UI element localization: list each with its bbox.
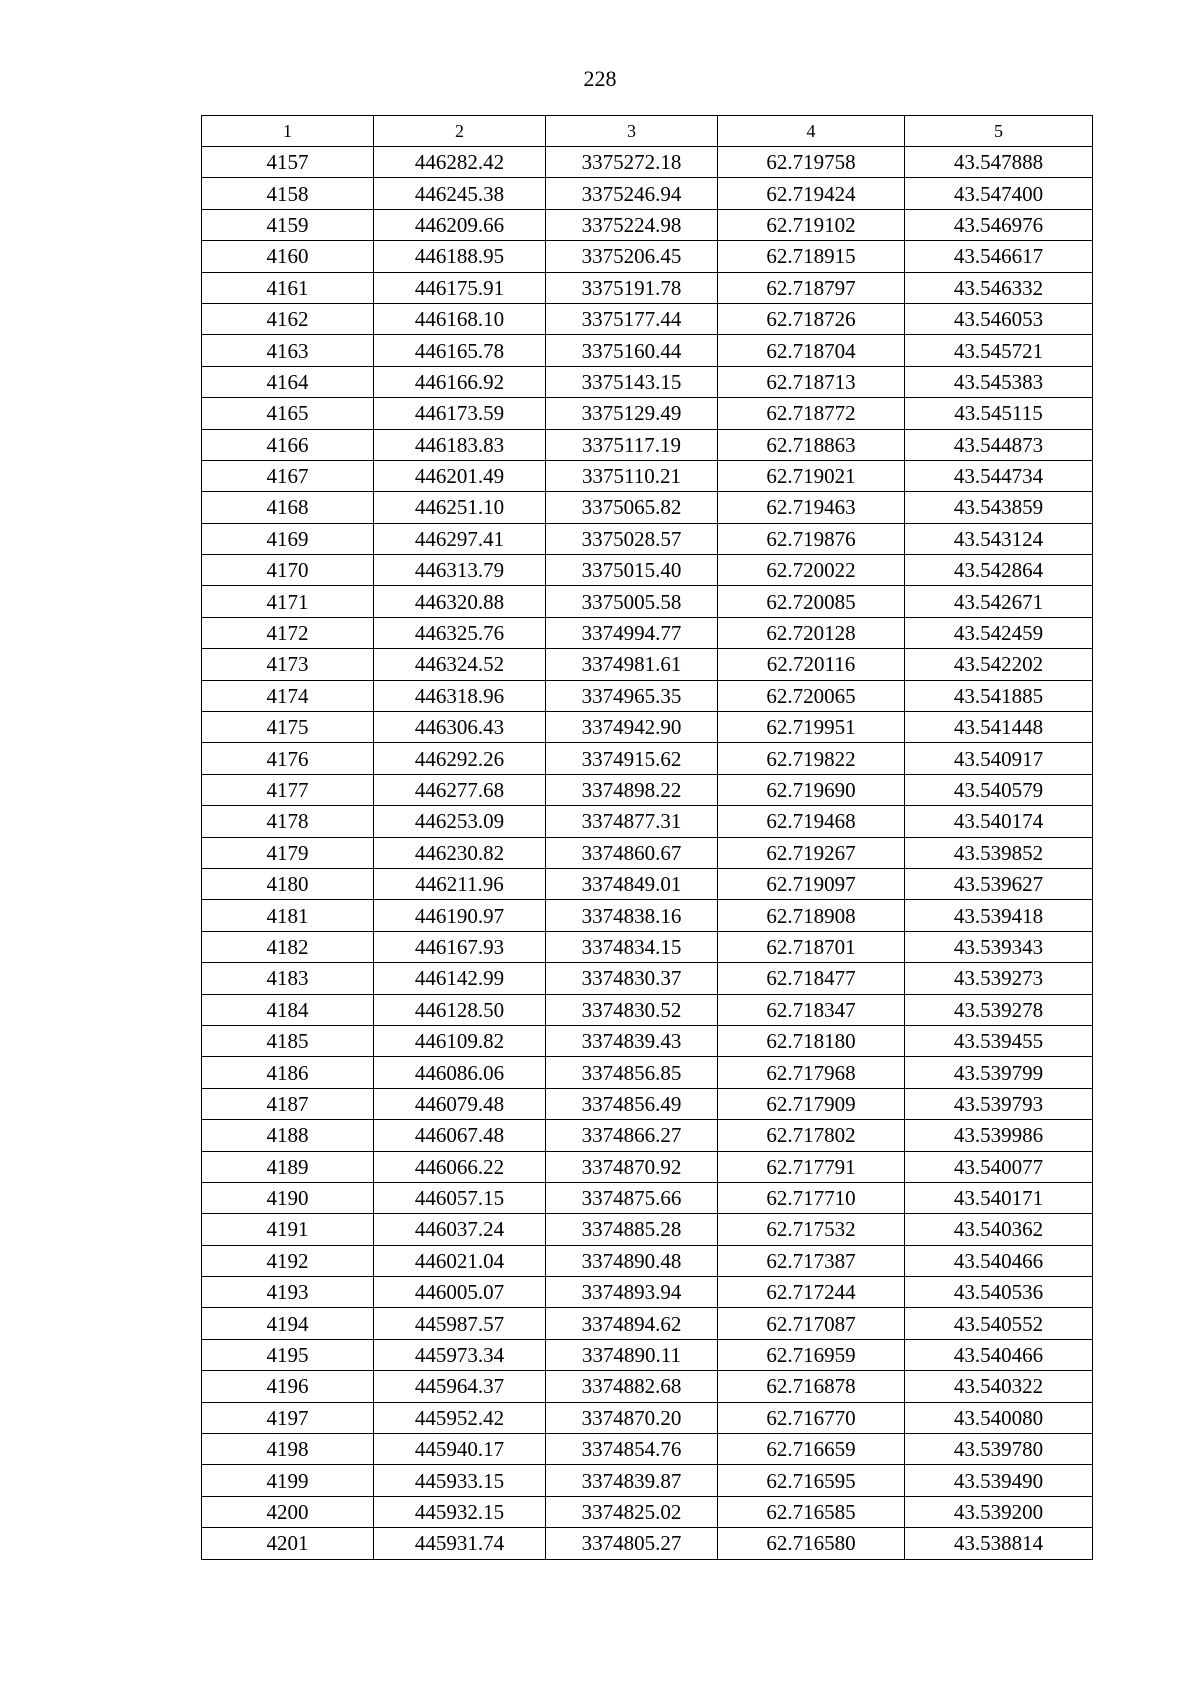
table-cell: 445964.37 [374, 1371, 546, 1402]
table-cell: 62.717968 [718, 1057, 905, 1088]
table-cell: 4167 [202, 460, 374, 491]
table-cell: 43.540536 [905, 1277, 1093, 1308]
table-cell: 4193 [202, 1277, 374, 1308]
table-cell: 4191 [202, 1214, 374, 1245]
table-cell: 3374825.02 [546, 1496, 718, 1527]
table-cell: 62.716585 [718, 1496, 905, 1527]
table-cell: 4183 [202, 963, 374, 994]
table-row [202, 1339, 1093, 1370]
page-number: 228 [583, 66, 617, 91]
table-cell: 62.717909 [718, 1088, 905, 1119]
table-cell: 43.542864 [905, 555, 1093, 586]
table-row [202, 555, 1093, 586]
table-cell: 3374981.61 [546, 649, 718, 680]
table-cell: 62.717532 [718, 1214, 905, 1245]
table-cell: 62.718863 [718, 429, 905, 460]
table-cell: 43.540171 [905, 1182, 1093, 1213]
table-cell: 43.544734 [905, 460, 1093, 491]
table-cell: 43.540466 [905, 1339, 1093, 1370]
table-cell: 4162 [202, 303, 374, 334]
table-cell: 3374870.20 [546, 1402, 718, 1433]
table-cell: 62.720065 [718, 680, 905, 711]
table-cell: 4179 [202, 837, 374, 868]
table-cell: 446066.22 [374, 1151, 546, 1182]
table-cell: 446190.97 [374, 900, 546, 931]
table-cell: 43.539799 [905, 1057, 1093, 1088]
table-cell: 3375143.15 [546, 366, 718, 397]
table-cell: 3374893.94 [546, 1277, 718, 1308]
table-cell: 446209.66 [374, 209, 546, 240]
table-row [202, 1057, 1093, 1088]
table-row [202, 209, 1093, 240]
table-cell: 3374830.52 [546, 994, 718, 1025]
table-cell: 4169 [202, 523, 374, 554]
table-cell: 4184 [202, 994, 374, 1025]
table-cell: 62.718915 [718, 241, 905, 272]
table-cell: 62.717802 [718, 1120, 905, 1151]
table-cell: 62.716580 [718, 1528, 905, 1559]
table-cell: 4177 [202, 774, 374, 805]
table-cell: 43.541885 [905, 680, 1093, 711]
table-cell: 446277.68 [374, 774, 546, 805]
table-cell: 4170 [202, 555, 374, 586]
table-cell: 3374877.31 [546, 806, 718, 837]
table-cell: 445952.42 [374, 1402, 546, 1433]
table-cell: 43.541448 [905, 712, 1093, 743]
table-cell: 62.717244 [718, 1277, 905, 1308]
table-cell: 4174 [202, 680, 374, 711]
table-cell: 3374915.62 [546, 743, 718, 774]
table-row [202, 1151, 1093, 1182]
table-cell: 62.719690 [718, 774, 905, 805]
table-cell: 62.719468 [718, 806, 905, 837]
table-cell: 43.542459 [905, 617, 1093, 648]
table-cell: 43.539273 [905, 963, 1093, 994]
table-cell: 4192 [202, 1245, 374, 1276]
table-cell: 446324.52 [374, 649, 546, 680]
table-row [202, 178, 1093, 209]
table-cell: 3375272.18 [546, 147, 718, 178]
table-cell: 62.720116 [718, 649, 905, 680]
table-cell: 3375224.98 [546, 209, 718, 240]
table-row [202, 931, 1093, 962]
table-cell: 43.539455 [905, 1025, 1093, 1056]
table-cell: 62.718180 [718, 1025, 905, 1056]
table-cell: 62.719021 [718, 460, 905, 491]
table-cell: 62.719758 [718, 147, 905, 178]
table-cell: 62.719951 [718, 712, 905, 743]
table-cell: 43.542202 [905, 649, 1093, 680]
table-cell: 43.540322 [905, 1371, 1093, 1402]
table-cell: 62.718713 [718, 366, 905, 397]
table-cell: 3374882.68 [546, 1371, 718, 1402]
table-row [202, 1496, 1093, 1527]
table-cell: 4161 [202, 272, 374, 303]
table-cell: 43.546976 [905, 209, 1093, 240]
table-cell: 43.539418 [905, 900, 1093, 931]
table-cell: 62.718701 [718, 931, 905, 962]
table-cell: 4200 [202, 1496, 374, 1527]
table-cell: 43.540362 [905, 1214, 1093, 1245]
table-cell: 445973.34 [374, 1339, 546, 1370]
table-row [202, 335, 1093, 366]
table-cell: 4165 [202, 398, 374, 429]
table-row [202, 1528, 1093, 1559]
table-cell: 43.540080 [905, 1402, 1093, 1433]
table-cell: 3374839.43 [546, 1025, 718, 1056]
table-cell: 446313.79 [374, 555, 546, 586]
table-cell: 3375005.58 [546, 586, 718, 617]
table-cell: 4171 [202, 586, 374, 617]
table-cell: 62.716959 [718, 1339, 905, 1370]
table-cell: 62.718477 [718, 963, 905, 994]
table-row [202, 1277, 1093, 1308]
table-cell: 43.546053 [905, 303, 1093, 334]
table-cell: 3375206.45 [546, 241, 718, 272]
table-cell: 446306.43 [374, 712, 546, 743]
table-cell: 43.543859 [905, 492, 1093, 523]
table-cell: 3374838.16 [546, 900, 718, 931]
table-cell: 446021.04 [374, 1245, 546, 1276]
table-cell: 4197 [202, 1402, 374, 1433]
table-row [202, 460, 1093, 491]
table-cell: 446167.93 [374, 931, 546, 962]
table-row [202, 1465, 1093, 1496]
table-cell: 43.539490 [905, 1465, 1093, 1496]
table-cell: 62.719463 [718, 492, 905, 523]
table-row [202, 1308, 1093, 1339]
table-cell: 4157 [202, 147, 374, 178]
table-cell: 446037.24 [374, 1214, 546, 1245]
table-cell: 62.716595 [718, 1465, 905, 1496]
table-row [202, 1371, 1093, 1402]
table-cell: 62.717387 [718, 1245, 905, 1276]
table-cell: 43.546332 [905, 272, 1093, 303]
table-cell: 446297.41 [374, 523, 546, 554]
column-header: 5 [905, 116, 1093, 147]
table-cell: 4178 [202, 806, 374, 837]
table-cell: 62.720022 [718, 555, 905, 586]
table-cell: 62.716659 [718, 1434, 905, 1465]
table-cell: 62.720128 [718, 617, 905, 648]
table-cell: 446079.48 [374, 1088, 546, 1119]
table-cell: 4180 [202, 868, 374, 899]
table-cell: 446109.82 [374, 1025, 546, 1056]
table-cell: 446168.10 [374, 303, 546, 334]
table-cell: 3375160.44 [546, 335, 718, 366]
table-cell: 43.539278 [905, 994, 1093, 1025]
table-cell: 446086.06 [374, 1057, 546, 1088]
table-cell: 4187 [202, 1088, 374, 1119]
table-cell: 446166.92 [374, 366, 546, 397]
table-cell: 62.716770 [718, 1402, 905, 1433]
table-cell: 3374849.01 [546, 868, 718, 899]
table-cell: 445987.57 [374, 1308, 546, 1339]
table-cell: 43.540579 [905, 774, 1093, 805]
table-cell: 62.719822 [718, 743, 905, 774]
table-cell: 4164 [202, 366, 374, 397]
table-row [202, 429, 1093, 460]
table-cell: 446057.15 [374, 1182, 546, 1213]
table-cell: 4163 [202, 335, 374, 366]
table-cell: 3374839.87 [546, 1465, 718, 1496]
table-row [202, 586, 1093, 617]
table-row [202, 774, 1093, 805]
table-cell: 446230.82 [374, 837, 546, 868]
table-cell: 4185 [202, 1025, 374, 1056]
table-row [202, 398, 1093, 429]
table-cell: 43.547400 [905, 178, 1093, 209]
table-row [202, 1402, 1093, 1433]
table-cell: 3375065.82 [546, 492, 718, 523]
table-row [202, 837, 1093, 868]
table-cell: 62.718704 [718, 335, 905, 366]
table-cell: 62.718908 [718, 900, 905, 931]
table-row [202, 1025, 1093, 1056]
table-cell: 43.545721 [905, 335, 1093, 366]
table-cell: 62.717791 [718, 1151, 905, 1182]
table-cell: 446165.78 [374, 335, 546, 366]
column-header: 3 [546, 116, 718, 147]
table-row [202, 492, 1093, 523]
table-cell: 446318.96 [374, 680, 546, 711]
table-cell: 3374854.76 [546, 1434, 718, 1465]
table-cell: 62.717710 [718, 1182, 905, 1213]
table-cell: 62.720085 [718, 586, 905, 617]
table-cell: 43.545383 [905, 366, 1093, 397]
table-cell: 3375246.94 [546, 178, 718, 209]
table-row [202, 1182, 1093, 1213]
table-row [202, 1214, 1093, 1245]
table-cell: 43.539343 [905, 931, 1093, 962]
table-cell: 4190 [202, 1182, 374, 1213]
table-cell: 446320.88 [374, 586, 546, 617]
table-cell: 4158 [202, 178, 374, 209]
table-cell: 445933.15 [374, 1465, 546, 1496]
table-cell: 62.716878 [718, 1371, 905, 1402]
table-cell: 3374866.27 [546, 1120, 718, 1151]
table-cell: 3374885.28 [546, 1214, 718, 1245]
table-cell: 4181 [202, 900, 374, 931]
column-header: 2 [374, 116, 546, 147]
table-cell: 3375177.44 [546, 303, 718, 334]
table-cell: 62.717087 [718, 1308, 905, 1339]
table-cell: 43.544873 [905, 429, 1093, 460]
table-cell: 43.547888 [905, 147, 1093, 178]
table-cell: 3375129.49 [546, 398, 718, 429]
table-row [202, 241, 1093, 272]
table-cell: 446188.95 [374, 241, 546, 272]
table-cell: 446067.48 [374, 1120, 546, 1151]
table-cell: 446175.91 [374, 272, 546, 303]
table-cell: 43.538814 [905, 1528, 1093, 1559]
table-row [202, 1088, 1093, 1119]
table-cell: 3375028.57 [546, 523, 718, 554]
table-cell: 3374875.66 [546, 1182, 718, 1213]
table-cell: 3375117.19 [546, 429, 718, 460]
table-cell: 3374965.35 [546, 680, 718, 711]
table-row [202, 272, 1093, 303]
table-cell: 446128.50 [374, 994, 546, 1025]
table-cell: 3374942.90 [546, 712, 718, 743]
table-cell: 3374894.62 [546, 1308, 718, 1339]
table-row [202, 963, 1093, 994]
table-cell: 4198 [202, 1434, 374, 1465]
table-cell: 3375015.40 [546, 555, 718, 586]
table-cell: 62.719267 [718, 837, 905, 868]
table-cell: 446245.38 [374, 178, 546, 209]
table-cell: 43.539852 [905, 837, 1093, 868]
table-cell: 445931.74 [374, 1528, 546, 1559]
table-cell: 4159 [202, 209, 374, 240]
table-cell: 43.539627 [905, 868, 1093, 899]
table-cell: 445940.17 [374, 1434, 546, 1465]
table-row [202, 868, 1093, 899]
table-row [202, 680, 1093, 711]
table-row [202, 900, 1093, 931]
table-cell: 4195 [202, 1339, 374, 1370]
table-cell: 43.539986 [905, 1120, 1093, 1151]
table-cell: 62.718797 [718, 272, 905, 303]
table-row [202, 712, 1093, 743]
table-cell: 3374856.49 [546, 1088, 718, 1119]
table-cell: 446211.96 [374, 868, 546, 899]
table-cell: 43.540917 [905, 743, 1093, 774]
table-row [202, 806, 1093, 837]
table-cell: 4172 [202, 617, 374, 648]
table-cell: 62.718347 [718, 994, 905, 1025]
table-row [202, 1120, 1093, 1151]
table-cell: 3375191.78 [546, 272, 718, 303]
table-cell: 4196 [202, 1371, 374, 1402]
table-row [202, 1434, 1093, 1465]
table-cell: 62.719424 [718, 178, 905, 209]
table-cell: 446282.42 [374, 147, 546, 178]
table-cell: 446201.49 [374, 460, 546, 491]
table-cell: 4188 [202, 1120, 374, 1151]
table-cell: 43.545115 [905, 398, 1093, 429]
table-cell: 446005.07 [374, 1277, 546, 1308]
coordinates-table-body [202, 116, 1093, 1560]
table-row [202, 617, 1093, 648]
table-cell: 62.718772 [718, 398, 905, 429]
table-cell: 4189 [202, 1151, 374, 1182]
table-cell: 445932.15 [374, 1496, 546, 1527]
table-cell: 43.540077 [905, 1151, 1093, 1182]
table-cell: 446142.99 [374, 963, 546, 994]
table-cell: 62.719097 [718, 868, 905, 899]
table-header-row [202, 116, 1093, 147]
table-cell: 43.539780 [905, 1434, 1093, 1465]
table-row [202, 743, 1093, 774]
table-cell: 3374860.67 [546, 837, 718, 868]
table-cell: 3374830.37 [546, 963, 718, 994]
table-cell: 3374994.77 [546, 617, 718, 648]
table-cell: 43.540466 [905, 1245, 1093, 1276]
table-cell: 3374890.11 [546, 1339, 718, 1370]
table-cell: 43.540174 [905, 806, 1093, 837]
table-cell: 3374805.27 [546, 1528, 718, 1559]
table-cell: 4201 [202, 1528, 374, 1559]
table-cell: 3375110.21 [546, 460, 718, 491]
table-cell: 3374890.48 [546, 1245, 718, 1276]
table-cell: 446173.59 [374, 398, 546, 429]
coordinates-table [201, 115, 1093, 1560]
table-cell: 4186 [202, 1057, 374, 1088]
table-cell: 3374898.22 [546, 774, 718, 805]
table-row [202, 147, 1093, 178]
table-cell: 4199 [202, 1465, 374, 1496]
table-cell: 62.719876 [718, 523, 905, 554]
table-cell: 4160 [202, 241, 374, 272]
table-row [202, 303, 1093, 334]
table-cell: 4166 [202, 429, 374, 460]
table-row [202, 1245, 1093, 1276]
table-cell: 43.542671 [905, 586, 1093, 617]
table-cell: 446292.26 [374, 743, 546, 774]
table-cell: 4194 [202, 1308, 374, 1339]
table-cell: 43.546617 [905, 241, 1093, 272]
table-row [202, 994, 1093, 1025]
column-header: 1 [202, 116, 374, 147]
table-cell: 446251.10 [374, 492, 546, 523]
table-row [202, 366, 1093, 397]
table-row [202, 523, 1093, 554]
table-cell: 62.719102 [718, 209, 905, 240]
table-cell: 4168 [202, 492, 374, 523]
table-cell: 446253.09 [374, 806, 546, 837]
table-cell: 43.539793 [905, 1088, 1093, 1119]
table-cell: 4173 [202, 649, 374, 680]
table-cell: 43.539200 [905, 1496, 1093, 1527]
table-cell: 4175 [202, 712, 374, 743]
table-cell: 4182 [202, 931, 374, 962]
column-header: 4 [718, 116, 905, 147]
table-cell: 62.718726 [718, 303, 905, 334]
table-cell: 446325.76 [374, 617, 546, 648]
table-cell: 3374870.92 [546, 1151, 718, 1182]
table-cell: 43.540552 [905, 1308, 1093, 1339]
table-cell: 43.543124 [905, 523, 1093, 554]
table-row [202, 649, 1093, 680]
table-cell: 3374856.85 [546, 1057, 718, 1088]
table-cell: 4176 [202, 743, 374, 774]
table-cell: 446183.83 [374, 429, 546, 460]
table-cell: 3374834.15 [546, 931, 718, 962]
